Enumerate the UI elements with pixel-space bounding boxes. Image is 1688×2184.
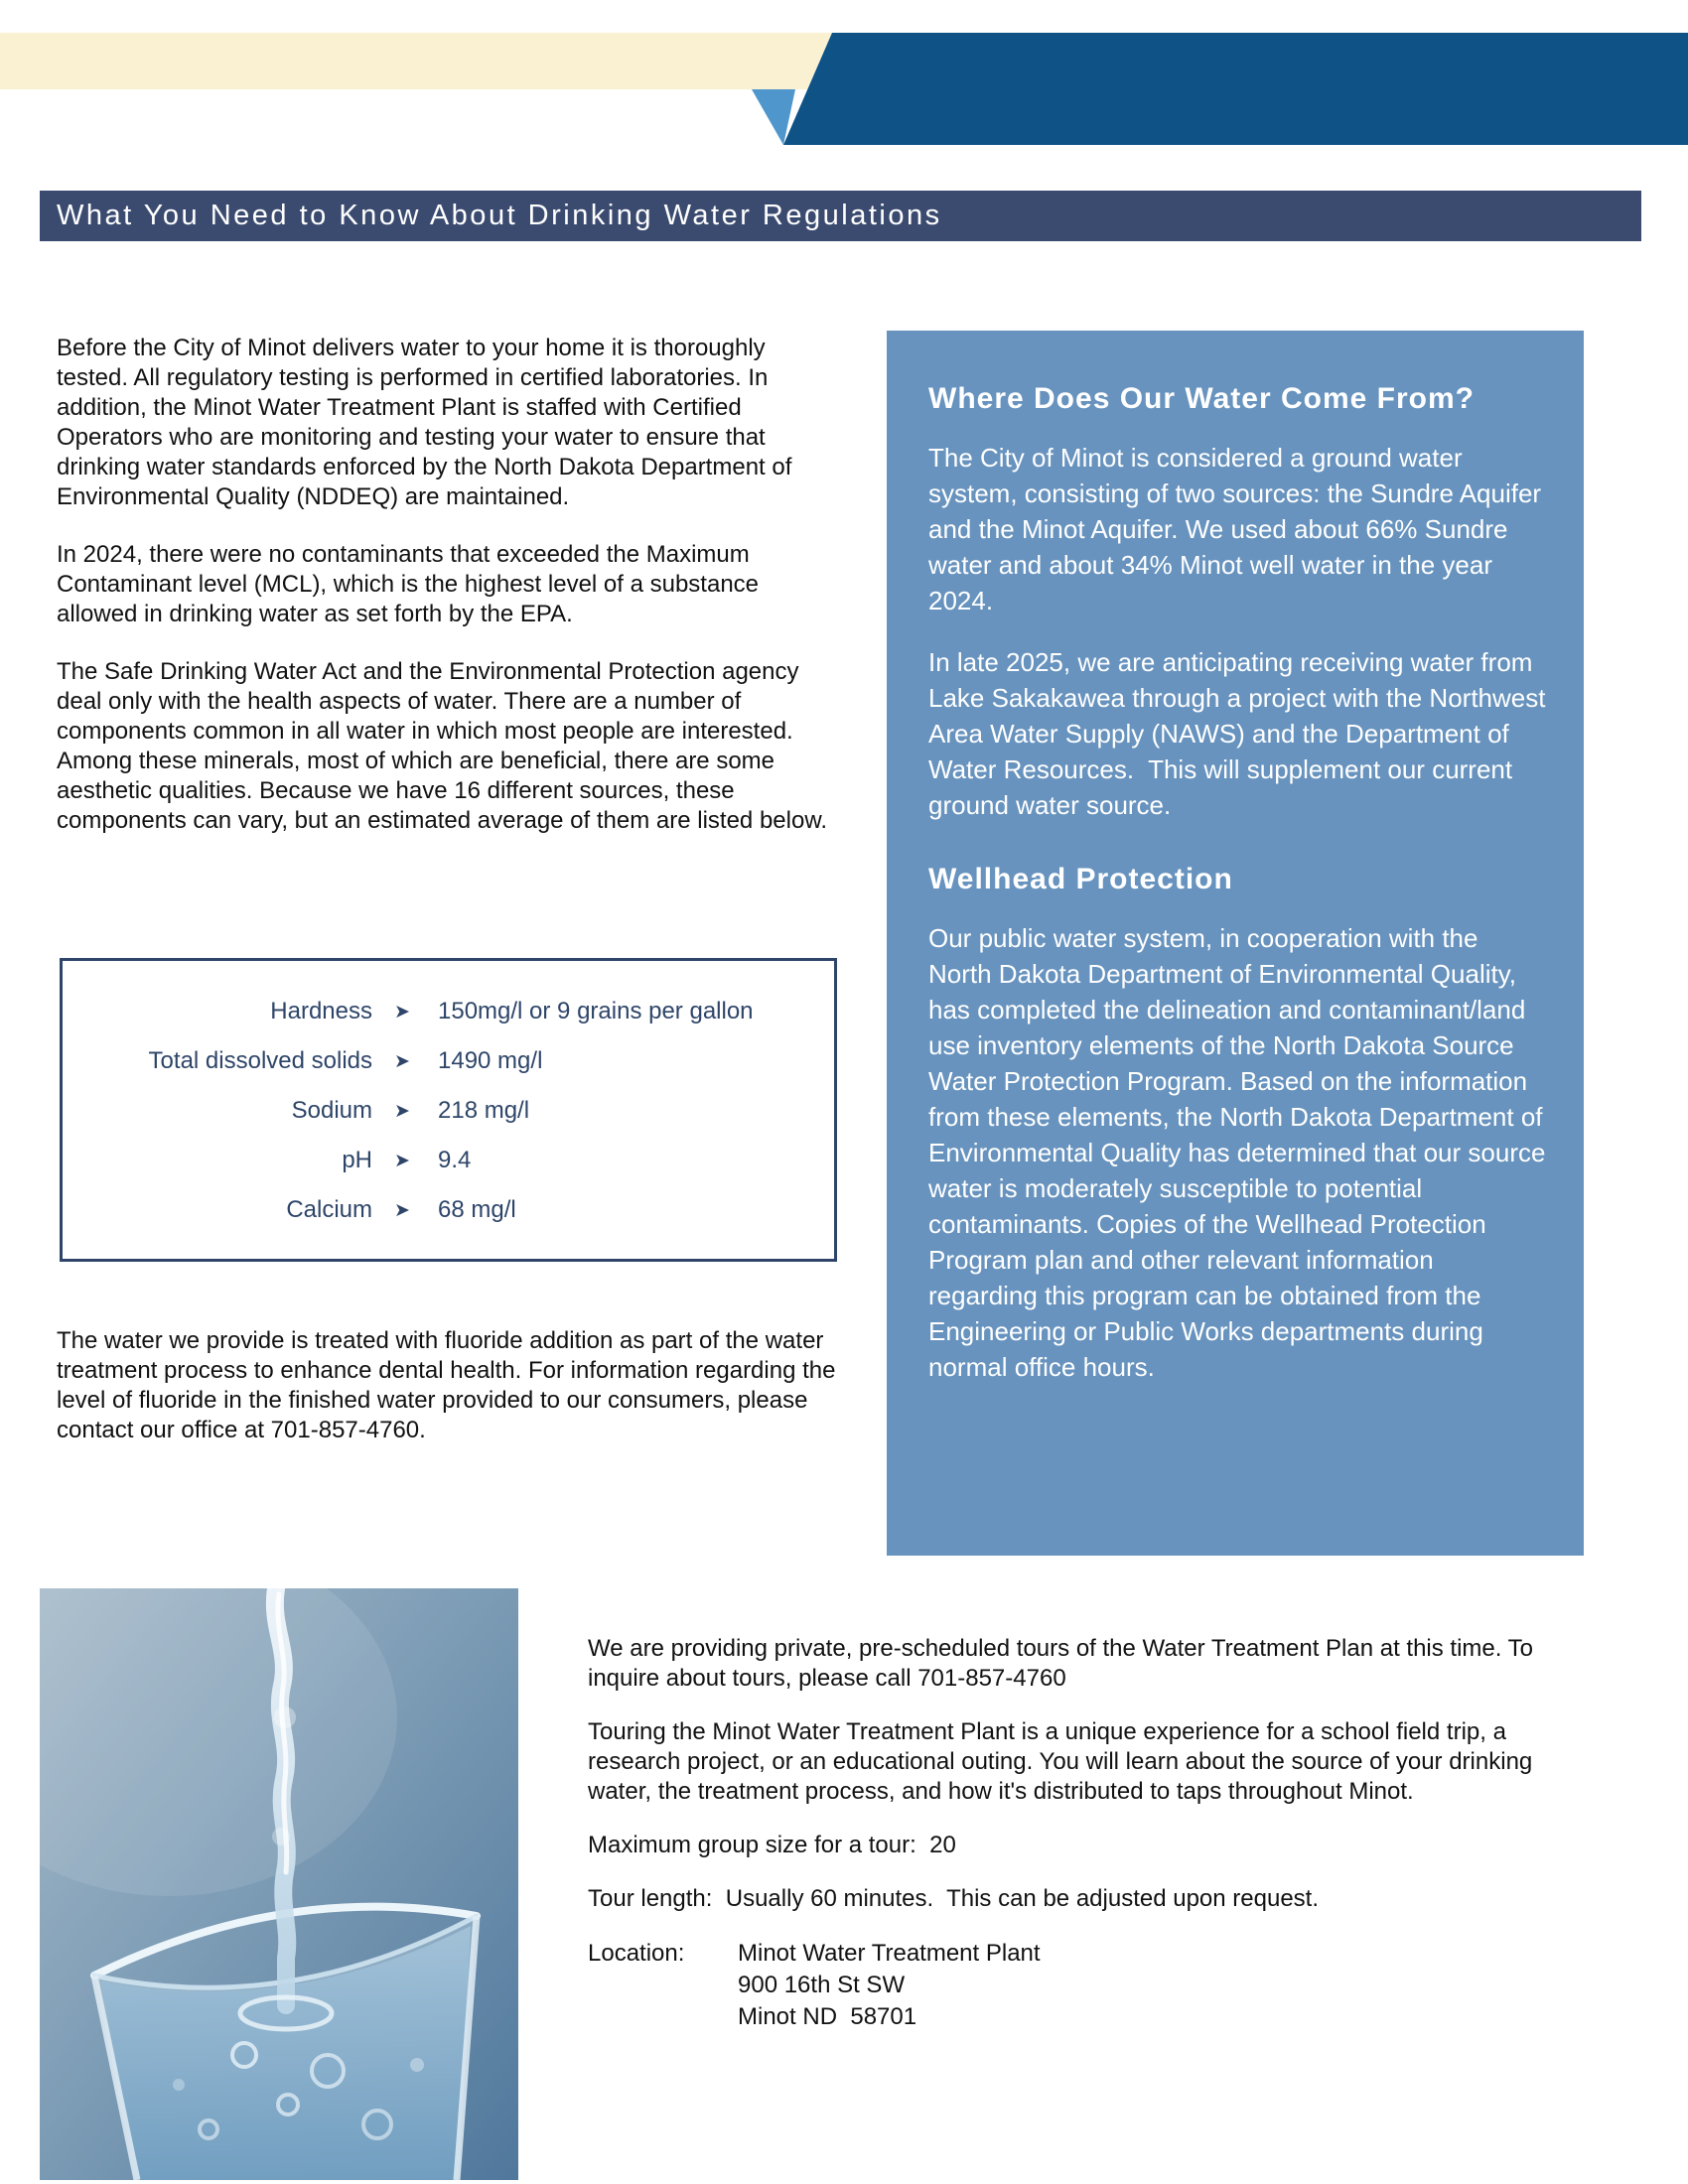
mineral-label: Calcium	[286, 1196, 372, 1223]
arrow-icon: ➤	[394, 1199, 410, 1221]
page-title: What You Need to Know About Drinking Water Regulations	[57, 200, 942, 231]
water-source-panel	[887, 331, 1584, 1556]
panel-heading-wellhead: Wellhead Protection	[928, 863, 1233, 895]
mineral-value: 68 mg/l	[438, 1196, 516, 1223]
panel-paragraph-sources: The City of Minot is considered a ground water system, consisting of two sources: the Sundre Aquifer and the Minot Aquifer. We used about 66% Sundre water and about 34% Minot well water in the year 2024.	[928, 443, 1549, 615]
water-glass-photo	[40, 1588, 518, 2180]
mineral-value: 150mg/l or 9 grains per gallon	[438, 998, 754, 1024]
intro-paragraph-contaminants: In 2024, there were no contaminants that exceeded the Maximum Contaminant level (MCL), which is the highest level of a substance allowed in drinking water as set forth by the EPA.	[57, 541, 766, 627]
minerals-table	[60, 958, 837, 1262]
mineral-label: pH	[342, 1147, 372, 1173]
tours-paragraph-experience: Touring the Minot Water Treatment Plant is a unique experience for a school field trip, a research project, or an educational outing. You will learn about the source of your drinking water, the treatment process, and how it's distributed to taps throughout Minot.	[588, 1718, 1539, 1805]
fluoride-paragraph: The water we provide is treated with fluoride addition as part of the water treatment process to enhance dental health. For information regarding the level of fluoride in the finished water provided to our consumers, please contact our office at 701-857-4760.	[57, 1327, 843, 1443]
mineral-label: Total dissolved solids	[148, 1047, 372, 1074]
mineral-label: Hardness	[270, 998, 372, 1024]
location-address-line: Minot ND 58701	[738, 2003, 917, 2030]
intro-text-block	[57, 334, 841, 864]
cream-band	[0, 33, 832, 89]
tours-text-block	[588, 1634, 1596, 2033]
top-banner	[0, 0, 1688, 159]
location-address	[738, 1938, 1041, 2033]
panel-paragraph-wellhead: Our public water system, in cooperation with the North Dakota Department of Environmental Quality, has completed the delineation and contaminant/land use inventory elements of the North Dakota Source Water Protection Program. Based on the information from these elements, the North Dakota Department of Environmental Quality has determined that our source water is moderately susceptible to potential contaminants. Copies of the Wellhead Protection Program plan and other relevant information regarding this program can be obtained from the Engineering or Public Works departments during normal office hours.	[928, 923, 1553, 1382]
panel-heading-water-source: Where Does Our Water Come From?	[928, 382, 1475, 415]
tours-paragraph-schedule: We are providing private, pre-scheduled tours of the Water Treatment Plan at this time. To inquire about tours, please call 701-857-4760	[588, 1635, 1540, 1692]
table-row	[63, 1086, 834, 1136]
mineral-value: 9.4	[438, 1147, 472, 1173]
mineral-value: 218 mg/l	[438, 1097, 530, 1124]
mineral-label: Sodium	[291, 1097, 372, 1124]
location-address-line: Minot Water Treatment Plant	[738, 1940, 1041, 1967]
arrow-icon: ➤	[394, 1001, 410, 1023]
table-row	[63, 1036, 834, 1086]
tours-location	[588, 1938, 1596, 2033]
arrow-icon: ➤	[394, 1050, 410, 1072]
table-row	[63, 1185, 834, 1235]
location-label: Location:	[588, 1940, 685, 1967]
table-row	[63, 987, 834, 1036]
intro-paragraph-components: The Safe Drinking Water Act and the Environmental Protection agency deal only with the health aspects of water. There are a number of components common in all water in which most people are interested. Among these minerals, most of which are beneficial, there are some aesthetic qualities. Because we have 16 different sources, these components can vary, but an estimated average of them are listed below.	[57, 658, 827, 834]
arrow-icon: ➤	[394, 1100, 410, 1122]
tours-max-group-size: Maximum group size for a tour: 20	[588, 1832, 956, 1858]
panel-paragraph-naws: In late 2025, we are anticipating receiving water from Lake Sakakawea through a project with the Northwest Area Water Supply (NAWS) and the Department of Water Resources. This will supplement our current ground water source.	[928, 647, 1552, 820]
location-address-line: 900 16th St SW	[738, 1972, 906, 1998]
mineral-value: 1490 mg/l	[438, 1047, 543, 1074]
title-bar	[40, 191, 1641, 241]
fluoride-text-block	[57, 1326, 841, 1473]
arrow-icon: ➤	[394, 1150, 410, 1171]
intro-paragraph-testing: Before the City of Minot delivers water to your home it is thoroughly tested. All regulatory testing is performed in certified laboratories. In addition, the Minot Water Treatment Plant is staffed with Certified Operators who are monitoring and testing your water to ensure that drinking water standards enforced by the North Dakota Department of Environmental Quality (NDDEQ) are maintained.	[57, 335, 799, 510]
tours-length: Tour length: Usually 60 minutes. This can be adjusted upon request.	[588, 1885, 1319, 1912]
table-row	[63, 1136, 834, 1185]
water-glass-illustration	[40, 1588, 518, 2180]
banner-dark-shape	[783, 33, 1688, 145]
